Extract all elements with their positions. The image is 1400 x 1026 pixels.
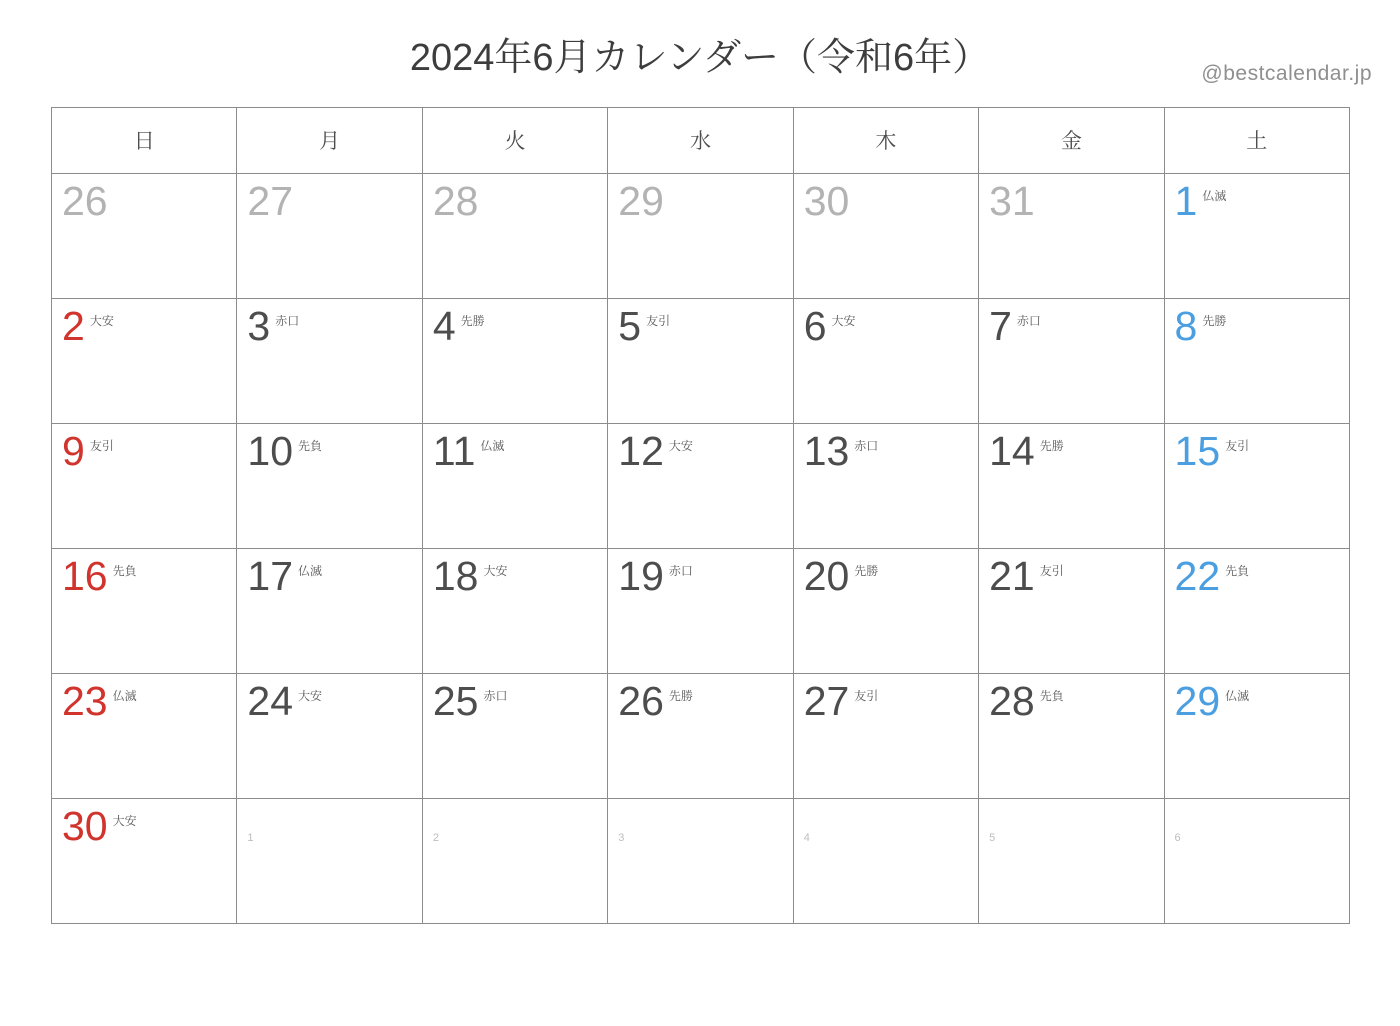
rokuyo-label: 先勝 bbox=[460, 313, 485, 328]
calendar-cell-content bbox=[1165, 799, 1349, 844]
day-number: 3 bbox=[247, 302, 271, 349]
calendar-cell-content bbox=[794, 799, 978, 844]
day-number: 1 bbox=[1174, 177, 1198, 224]
calendar-cell-content bbox=[608, 424, 792, 475]
calendar-cell bbox=[52, 173, 237, 298]
day-number: 18 bbox=[432, 552, 479, 599]
rokuyo-label: 仏滅 bbox=[112, 688, 137, 703]
calendar-week-row bbox=[52, 548, 1350, 673]
day-number: 30 bbox=[803, 177, 850, 224]
day-number: 28 bbox=[432, 177, 479, 224]
calendar-cell-content bbox=[423, 424, 607, 475]
day-number: 11 bbox=[432, 427, 476, 474]
calendar-cell bbox=[1164, 173, 1349, 298]
calendar-cell bbox=[52, 298, 237, 423]
day-number: 24 bbox=[247, 677, 294, 724]
calendar-cell bbox=[608, 173, 793, 298]
calendar-cell-content bbox=[237, 299, 421, 350]
rokuyo-label: 赤口 bbox=[483, 688, 508, 703]
day-number: 16 bbox=[62, 552, 108, 599]
rokuyo-label: 先勝 bbox=[854, 563, 879, 578]
calendar-cell-content bbox=[979, 549, 1163, 600]
day-number: 21 bbox=[989, 552, 1035, 599]
calendar-cell-content bbox=[52, 174, 236, 225]
weekday-header-cell: 日 bbox=[52, 107, 237, 173]
calendar-cell-content bbox=[794, 174, 978, 225]
calendar-cell bbox=[608, 673, 793, 798]
day-number: 29 bbox=[618, 177, 664, 224]
calendar-cell-content bbox=[237, 424, 421, 475]
calendar-cell-content bbox=[52, 674, 236, 725]
calendar-cell bbox=[52, 423, 237, 548]
calendar-cell-content bbox=[423, 299, 607, 350]
day-number: 2 bbox=[62, 302, 85, 349]
rokuyo-label: 仏滅 bbox=[1225, 688, 1250, 703]
calendar-cell-content bbox=[794, 674, 978, 725]
calendar-cell-content bbox=[794, 299, 978, 350]
calendar-cell bbox=[422, 548, 607, 673]
day-number: 27 bbox=[803, 677, 850, 724]
rokuyo-label: 先負 bbox=[112, 563, 137, 578]
day-number: 31 bbox=[989, 177, 1035, 224]
day-number: 4 bbox=[432, 302, 456, 349]
day-number: 27 bbox=[247, 177, 294, 224]
day-number: 9 bbox=[62, 427, 85, 474]
calendar-cell bbox=[237, 673, 422, 798]
calendar-cell-content bbox=[979, 424, 1163, 475]
rokuyo-label: 大安 bbox=[89, 313, 114, 328]
calendar-cell bbox=[793, 423, 978, 548]
calendar-cell bbox=[793, 548, 978, 673]
rokuyo-label: 友引 bbox=[646, 313, 671, 328]
calendar-cell-content bbox=[608, 674, 792, 725]
rokuyo-label: 大安 bbox=[483, 563, 508, 578]
rokuyo-label: 先勝 bbox=[1202, 313, 1227, 328]
weekday-header-cell: 木 bbox=[793, 107, 978, 173]
day-number: 26 bbox=[62, 177, 108, 224]
calendar-week-row bbox=[52, 798, 1350, 923]
calendar-cell-content bbox=[608, 174, 792, 225]
rokuyo-label: 仏滅 bbox=[298, 563, 323, 578]
calendar-cell bbox=[52, 673, 237, 798]
rokuyo-label: 赤口 bbox=[1016, 313, 1041, 328]
calendar-cell bbox=[979, 173, 1164, 298]
calendar-cell-content bbox=[1165, 424, 1349, 475]
calendar-week-row bbox=[52, 173, 1350, 298]
calendar-cell bbox=[1164, 298, 1349, 423]
calendar-cell-content bbox=[1165, 174, 1349, 225]
calendar-cell-content bbox=[52, 299, 236, 350]
calendar-week-row bbox=[52, 298, 1350, 423]
calendar-header bbox=[52, 107, 1350, 173]
calendar-cell-content bbox=[1165, 674, 1349, 725]
calendar-cell bbox=[608, 548, 793, 673]
calendar-cell-content bbox=[1165, 299, 1349, 350]
calendar-cell-content bbox=[52, 424, 236, 475]
calendar-cell bbox=[422, 798, 607, 923]
calendar-cell-content bbox=[979, 799, 1163, 844]
calendar-cell bbox=[237, 173, 422, 298]
calendar-cell bbox=[237, 798, 422, 923]
rokuyo-label: 先負 bbox=[298, 438, 323, 453]
rokuyo-label: 先負 bbox=[1039, 688, 1064, 703]
weekday-header-cell: 月 bbox=[237, 107, 422, 173]
calendar-cell-content bbox=[608, 799, 792, 844]
calendar-cell-content bbox=[423, 174, 607, 225]
rokuyo-label: 大安 bbox=[112, 813, 137, 828]
rokuyo-label: 大安 bbox=[668, 438, 693, 453]
weekday-header-cell: 水 bbox=[608, 107, 793, 173]
calendar-cell bbox=[1164, 423, 1349, 548]
calendar-cell-content bbox=[423, 549, 607, 600]
day-number: 6 bbox=[803, 302, 827, 349]
calendar-cell bbox=[793, 798, 978, 923]
weekday-header-cell: 土 bbox=[1164, 107, 1349, 173]
rokuyo-label: 先負 bbox=[1225, 563, 1250, 578]
rokuyo-label: 仏滅 bbox=[480, 438, 505, 453]
calendar-cell bbox=[422, 298, 607, 423]
rokuyo-label: 赤口 bbox=[668, 563, 693, 578]
calendar-cell bbox=[979, 548, 1164, 673]
calendar-cell bbox=[422, 673, 607, 798]
calendar-cell bbox=[608, 423, 793, 548]
calendar-cell-content bbox=[52, 549, 236, 600]
calendar-cell bbox=[1164, 673, 1349, 798]
rokuyo-label: 先勝 bbox=[1039, 438, 1064, 453]
calendar-cell-content bbox=[423, 674, 607, 725]
calendar-week-row bbox=[52, 423, 1350, 548]
day-number: 23 bbox=[62, 677, 108, 724]
day-number: 20 bbox=[803, 552, 850, 599]
rokuyo-label: 先勝 bbox=[668, 688, 693, 703]
calendar-cell-content bbox=[52, 799, 236, 850]
calendar-cell bbox=[979, 298, 1164, 423]
day-number: 5 bbox=[618, 302, 642, 349]
day-number: 29 bbox=[1174, 677, 1221, 724]
calendar-cell-content bbox=[608, 549, 792, 600]
calendar-cell bbox=[1164, 548, 1349, 673]
calendar-cell bbox=[422, 423, 607, 548]
rokuyo-label: 友引 bbox=[89, 438, 114, 453]
calendar-cell bbox=[793, 673, 978, 798]
day-number: 8 bbox=[1174, 302, 1198, 349]
rokuyo-label: 友引 bbox=[854, 688, 879, 703]
calendar-cell-content bbox=[237, 174, 421, 225]
rokuyo-label: 大安 bbox=[298, 688, 323, 703]
calendar-cell bbox=[979, 673, 1164, 798]
day-number: 10 bbox=[247, 427, 294, 474]
day-number: 22 bbox=[1174, 552, 1221, 599]
day-number: 1 bbox=[247, 831, 254, 844]
calendar-cell-content bbox=[979, 174, 1163, 225]
calendar-cell-content bbox=[979, 299, 1163, 350]
watermark: @bestcalendar.jp bbox=[1201, 62, 1372, 85]
calendar-cell bbox=[608, 298, 793, 423]
day-number: 12 bbox=[618, 427, 664, 474]
weekday-header-cell: 火 bbox=[422, 107, 607, 173]
day-number: 15 bbox=[1174, 427, 1221, 474]
rokuyo-label: 仏滅 bbox=[1202, 188, 1227, 203]
calendar-table bbox=[51, 107, 1350, 924]
calendar-cell-content bbox=[979, 674, 1163, 725]
day-number: 26 bbox=[618, 677, 664, 724]
calendar-cell-content bbox=[237, 549, 421, 600]
calendar-cell-content bbox=[1165, 549, 1349, 600]
weekday-header-row bbox=[52, 107, 1350, 173]
calendar-cell-content bbox=[794, 549, 978, 600]
rokuyo-label: 友引 bbox=[1225, 438, 1250, 453]
rokuyo-label: 赤口 bbox=[854, 438, 879, 453]
calendar-cell-content bbox=[794, 424, 978, 475]
calendar-cell bbox=[422, 173, 607, 298]
calendar-cell-content bbox=[608, 299, 792, 350]
calendar-cell bbox=[793, 298, 978, 423]
calendar-cell bbox=[1164, 798, 1349, 923]
weekday-header-cell: 金 bbox=[979, 107, 1164, 173]
day-number: 25 bbox=[432, 677, 479, 724]
day-number: 19 bbox=[618, 552, 664, 599]
day-number: 7 bbox=[989, 302, 1012, 349]
day-number: 13 bbox=[803, 427, 850, 474]
day-number: 4 bbox=[803, 831, 810, 844]
day-number: 5 bbox=[989, 831, 996, 844]
calendar-cell-content bbox=[237, 674, 421, 725]
calendar-cell-content bbox=[237, 799, 421, 844]
day-number: 3 bbox=[618, 831, 625, 844]
day-number: 2 bbox=[432, 831, 439, 844]
day-number: 17 bbox=[247, 552, 294, 599]
calendar-cell bbox=[237, 298, 422, 423]
calendar-cell-content bbox=[423, 799, 607, 844]
calendar-cell bbox=[979, 798, 1164, 923]
calendar-cell bbox=[52, 548, 237, 673]
day-number: 30 bbox=[62, 802, 108, 849]
calendar-cell bbox=[793, 173, 978, 298]
calendar-cell bbox=[608, 798, 793, 923]
rokuyo-label: 赤口 bbox=[275, 313, 300, 328]
calendar-cell bbox=[237, 548, 422, 673]
day-number: 14 bbox=[989, 427, 1035, 474]
calendar-cell bbox=[979, 423, 1164, 548]
rokuyo-label: 大安 bbox=[831, 313, 856, 328]
calendar-body bbox=[52, 173, 1350, 923]
rokuyo-label: 友引 bbox=[1039, 563, 1064, 578]
page-title: 2024年6月カレンダー（令和6年） bbox=[409, 37, 991, 79]
calendar-cell bbox=[237, 423, 422, 548]
page bbox=[0, 36, 1400, 1026]
day-number: 6 bbox=[1174, 831, 1181, 844]
day-number: 28 bbox=[989, 677, 1035, 724]
calendar-week-row bbox=[52, 673, 1350, 798]
calendar-cell bbox=[52, 798, 237, 923]
